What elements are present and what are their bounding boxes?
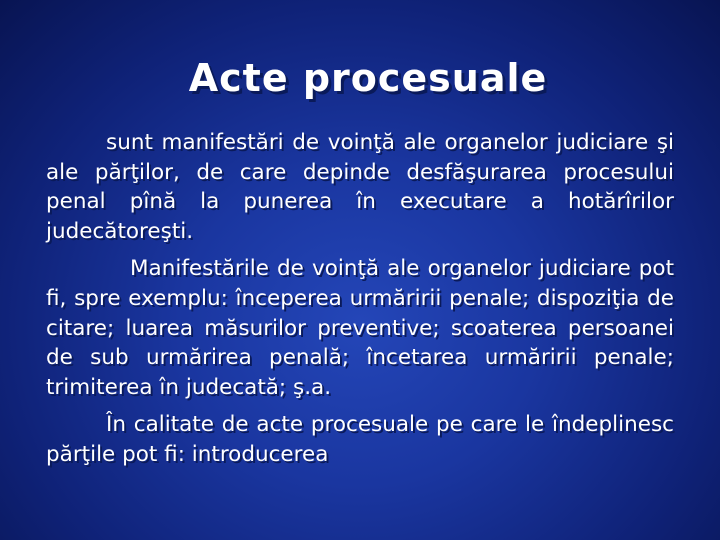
slide-body [46,128,674,478]
slide-title: Acte procesuale [188,56,548,100]
paragraph-definition: sunt manifestări de voinţă ale organelor judiciare şi ale părţilor, de care depinde desfăşurarea procesului penal pînă la punerea în executare a hotărîrilor judecătoreşti. [46,130,674,244]
paragraph-judicial-examples: Manifestările de voinţă ale organelor judiciare pot fi, spre exemplu: începerea urmăririi penale; dispoziţia de citare; luarea măsurilor preventive; scoaterea persoanei de sub urmărirea penală; încetarea urmăririi penale; trimiterea în judecată; ş.a. [46,256,674,400]
paragraph-party-acts: În calitate de acte procesuale pe care le îndeplinesc părţile pot fi: introducerea [46,412,674,467]
